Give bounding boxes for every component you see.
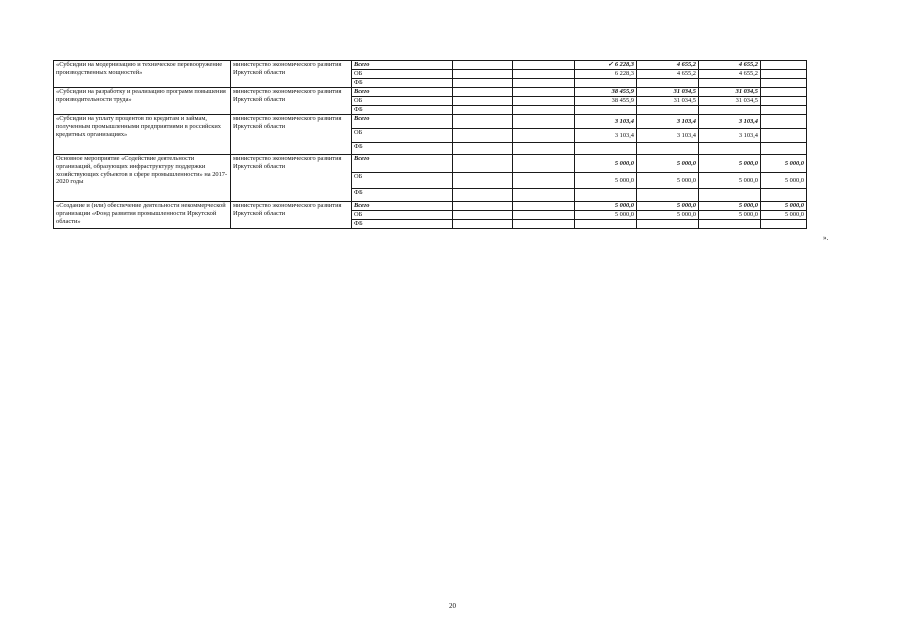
amount-cell xyxy=(513,173,575,189)
funding-source-cell: Всего xyxy=(352,155,453,173)
amount-cell xyxy=(637,79,699,88)
funding-source-cell: ОБ xyxy=(352,173,453,189)
amount-cell xyxy=(513,211,575,220)
funding-source-cell: ФБ xyxy=(352,189,453,202)
amount-cell: 5 000,0 xyxy=(761,155,807,173)
activity-name-cell: «Создание и (или) обеспечение деятельности некоммерческой организации «Фонд развития промышленности Иркутской области» xyxy=(54,202,231,229)
amount-cell xyxy=(575,79,637,88)
amount-cell xyxy=(453,70,513,79)
amount-cell xyxy=(453,189,513,202)
amount-cell: 5 000,0 xyxy=(699,202,761,211)
funding-source-cell: Всего xyxy=(352,88,453,97)
amount-cell xyxy=(761,79,807,88)
funding-source-cell: ФБ xyxy=(352,106,453,115)
amount-cell xyxy=(699,106,761,115)
amount-cell xyxy=(513,88,575,97)
amount-cell: 3 103,4 xyxy=(575,115,637,129)
amount-cell xyxy=(513,106,575,115)
amount-cell xyxy=(453,88,513,97)
amount-cell: 4 655,2 xyxy=(637,61,699,70)
executor-cell: министерство экономического развития Иркутской области xyxy=(231,155,352,202)
amount-cell xyxy=(637,220,699,229)
amount-cell xyxy=(761,189,807,202)
amount-cell xyxy=(637,143,699,155)
amount-cell: 31 034,5 xyxy=(699,97,761,106)
amount-cell xyxy=(575,143,637,155)
amount-cell: 5 000,0 xyxy=(575,173,637,189)
table-row xyxy=(54,115,807,129)
amount-cell: 31 034,5 xyxy=(637,88,699,97)
amount-cell xyxy=(513,202,575,211)
amount-cell: 3 103,4 xyxy=(575,129,637,143)
executor-cell: министерство экономического развития Иркутской области xyxy=(231,115,352,155)
amount-cell: 5 000,0 xyxy=(637,202,699,211)
amount-cell: 5 000,0 xyxy=(761,173,807,189)
amount-cell xyxy=(453,115,513,129)
activity-name-cell: Основное мероприятие «Содействие деятельности организаций, образующих инфраструктуру поддержки хозяйствующих субъектов в сфере промышленности» на 2017-2020 годы xyxy=(54,155,231,202)
amount-cell xyxy=(761,220,807,229)
amount-cell: 5 000,0 xyxy=(637,211,699,220)
executor-cell: министерство экономического развития Иркутской области xyxy=(231,61,352,88)
funding-source-cell: ФБ xyxy=(352,220,453,229)
amount-cell xyxy=(761,61,807,70)
amount-cell xyxy=(575,106,637,115)
amount-cell: ✓ 6 228,3 xyxy=(575,61,637,70)
amount-cell: 5 000,0 xyxy=(761,211,807,220)
closing-quote-mark: ». xyxy=(823,234,829,242)
amount-cell: 3 103,4 xyxy=(637,115,699,129)
amount-cell xyxy=(761,115,807,129)
amount-cell xyxy=(513,143,575,155)
amount-cell xyxy=(761,143,807,155)
amount-cell xyxy=(513,61,575,70)
executor-cell: министерство экономического развития Иркутской области xyxy=(231,202,352,229)
activity-name-cell: «Субсидии на уплату процентов по кредитам и займам, полученным промышленными предприятиями в российских кредитных организациях» xyxy=(54,115,231,155)
table-row xyxy=(54,61,807,70)
table-row xyxy=(54,202,807,211)
amount-cell xyxy=(761,106,807,115)
amount-cell: 38 455,9 xyxy=(575,88,637,97)
amount-cell xyxy=(453,129,513,143)
funding-source-cell: ОБ xyxy=(352,129,453,143)
amount-cell xyxy=(761,129,807,143)
amount-cell xyxy=(699,79,761,88)
amount-cell: 6 228,3 xyxy=(575,70,637,79)
amount-cell xyxy=(453,220,513,229)
amount-cell: 31 034,5 xyxy=(699,88,761,97)
amount-cell xyxy=(699,189,761,202)
amount-cell xyxy=(513,79,575,88)
amount-cell xyxy=(513,70,575,79)
amount-cell: 5 000,0 xyxy=(637,155,699,173)
amount-cell: 3 103,4 xyxy=(637,129,699,143)
table-row xyxy=(54,155,807,173)
amount-cell xyxy=(453,106,513,115)
amount-cell xyxy=(453,61,513,70)
funding-source-cell: ФБ xyxy=(352,79,453,88)
page-number: 20 xyxy=(449,602,456,610)
budget-table xyxy=(53,60,807,229)
amount-cell: 4 655,2 xyxy=(699,70,761,79)
amount-cell xyxy=(453,202,513,211)
amount-cell: 4 655,2 xyxy=(637,70,699,79)
funding-source-cell: ОБ xyxy=(352,70,453,79)
funding-source-cell: ФБ xyxy=(352,143,453,155)
funding-source-cell: Всего xyxy=(352,115,453,129)
amount-cell xyxy=(637,189,699,202)
amount-cell: 5 000,0 xyxy=(637,173,699,189)
activity-name-cell: «Субсидии на разработку и реализацию программ повышения производительности труда» xyxy=(54,88,231,115)
amount-cell: 38 455,9 xyxy=(575,97,637,106)
amount-cell xyxy=(453,173,513,189)
amount-cell: 5 000,0 xyxy=(699,173,761,189)
amount-cell xyxy=(513,115,575,129)
amount-cell xyxy=(761,88,807,97)
activity-name-cell: «Субсидии на модернизацию и техническое перевооружение производственных мощностей» xyxy=(54,61,231,88)
amount-cell xyxy=(575,189,637,202)
funding-source-cell: ОБ xyxy=(352,97,453,106)
amount-cell: 3 103,4 xyxy=(699,115,761,129)
amount-cell xyxy=(453,143,513,155)
amount-cell xyxy=(513,97,575,106)
amount-cell: 3 103,4 xyxy=(699,129,761,143)
amount-cell xyxy=(453,79,513,88)
funding-source-cell: Всего xyxy=(352,202,453,211)
amount-cell: 5 000,0 xyxy=(761,202,807,211)
table-body xyxy=(54,61,807,229)
amount-cell xyxy=(575,220,637,229)
amount-cell: 5 000,0 xyxy=(575,155,637,173)
amount-cell xyxy=(699,220,761,229)
amount-cell xyxy=(513,129,575,143)
amount-cell: 5 000,0 xyxy=(699,155,761,173)
amount-cell xyxy=(761,70,807,79)
amount-cell: 5 000,0 xyxy=(575,202,637,211)
amount-cell xyxy=(513,189,575,202)
table-row xyxy=(54,88,807,97)
amount-cell: 4 655,2 xyxy=(699,61,761,70)
executor-cell: министерство экономического развития Иркутской области xyxy=(231,88,352,115)
amount-cell xyxy=(453,97,513,106)
amount-cell xyxy=(453,155,513,173)
funding-source-cell: Всего xyxy=(352,61,453,70)
amount-cell: 5 000,0 xyxy=(575,211,637,220)
amount-cell xyxy=(699,143,761,155)
amount-cell xyxy=(513,220,575,229)
amount-cell xyxy=(637,106,699,115)
amount-cell xyxy=(453,211,513,220)
amount-cell xyxy=(513,155,575,173)
funding-source-cell: ОБ xyxy=(352,211,453,220)
amount-cell: 31 034,5 xyxy=(637,97,699,106)
amount-cell xyxy=(761,97,807,106)
amount-cell: 5 000,0 xyxy=(699,211,761,220)
